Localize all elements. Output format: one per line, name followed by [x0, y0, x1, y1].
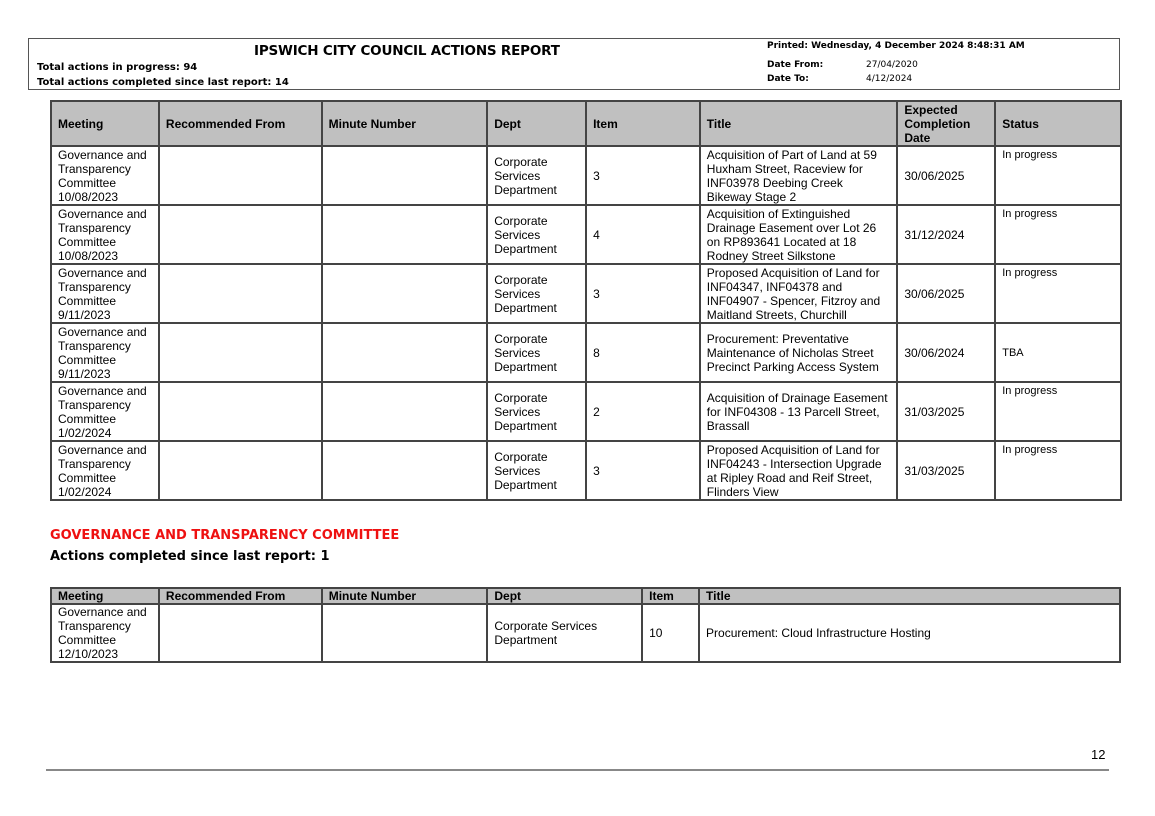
- cell-minute-number: [322, 323, 488, 382]
- page-number: 12: [1091, 747, 1106, 762]
- column-header-title: Title: [700, 101, 898, 146]
- cell-expected-completion: 30/06/2025: [897, 264, 995, 323]
- cell-recommended-from: [159, 604, 322, 662]
- column-header-title: Title: [699, 588, 1120, 604]
- cell-status: In progress: [995, 146, 1121, 205]
- table-header-row: [51, 101, 1121, 146]
- cell-dept: Corporate Services Department: [487, 146, 586, 205]
- column-header-item: Item: [642, 588, 699, 604]
- column-header-meeting: Meeting: [51, 588, 159, 604]
- cell-title: Acquisition of Extinguished Drainage Easement over Lot 26 on RP893641 Located at 18 Rodney Street Silkstone: [700, 205, 898, 264]
- cell-minute-number: [322, 604, 488, 662]
- cell-status: TBA: [995, 323, 1121, 382]
- total-completed: Total actions completed since last report: 14: [37, 77, 289, 88]
- table-row: [51, 264, 1121, 323]
- cell-minute-number: [322, 264, 488, 323]
- cell-item: 3: [586, 441, 700, 500]
- column-header-dept: Dept: [487, 588, 642, 604]
- cell-expected-completion: 31/03/2025: [897, 382, 995, 441]
- cell-item: 10: [642, 604, 699, 662]
- completed-count: Actions completed since last report: 1: [50, 549, 330, 564]
- table-row: [51, 382, 1121, 441]
- table-row: [51, 604, 1120, 662]
- report-title: IPSWICH CITY COUNCIL ACTIONS REPORT: [254, 43, 560, 59]
- committee-section-title: GOVERNANCE AND TRANSPARENCY COMMITTEE: [50, 528, 400, 543]
- cell-dept: Corporate Services Department: [487, 264, 586, 323]
- cell-dept: Corporate Services Department: [487, 441, 586, 500]
- cell-title: Acquisition of Part of Land at 59 Huxham Street, Raceview for INF03978 Deebing Creek Bikeway Stage 2: [700, 146, 898, 205]
- cell-expected-completion: 31/12/2024: [897, 205, 995, 264]
- cell-status: In progress: [995, 264, 1121, 323]
- cell-dept: Corporate Services Department: [487, 205, 586, 264]
- cell-recommended-from: [159, 205, 322, 264]
- cell-recommended-from: [159, 323, 322, 382]
- column-header-recommended-from: Recommended From: [159, 101, 322, 146]
- cell-recommended-from: [159, 382, 322, 441]
- date-from-value: 27/04/2020: [866, 60, 918, 70]
- total-in-progress: Total actions in progress: 94: [37, 62, 198, 73]
- column-header-recommended-from: Recommended From: [159, 588, 322, 604]
- table-row: [51, 205, 1121, 264]
- cell-title: Proposed Acquisition of Land for INF04347, INF04378 and INF04907 - Spencer, Fitzroy and Maitland Streets, Churchill: [700, 264, 898, 323]
- column-header-item: Item: [586, 101, 700, 146]
- cell-meeting: Governance and Transparency Committee 9/11/2023: [51, 264, 159, 323]
- column-header-meeting: Meeting: [51, 101, 159, 146]
- cell-item: 2: [586, 382, 700, 441]
- report-header: [28, 38, 1120, 90]
- table-row: [51, 441, 1121, 500]
- cell-dept: Corporate Services Department: [487, 604, 642, 662]
- completed-table: [50, 587, 1121, 663]
- cell-item: 4: [586, 205, 700, 264]
- date-from-label: Date From:: [767, 60, 824, 70]
- column-header-status: Status: [995, 101, 1121, 146]
- cell-status: In progress: [995, 441, 1121, 500]
- cell-expected-completion: 30/06/2024: [897, 323, 995, 382]
- cell-dept: Corporate Services Department: [487, 323, 586, 382]
- printed-timestamp: Printed: Wednesday, 4 December 2024 8:48:31 AM: [767, 41, 1025, 51]
- cell-expected-completion: 31/03/2025: [897, 441, 995, 500]
- column-header-expected-completion: Expected Completion Date: [897, 101, 995, 146]
- cell-dept: Corporate Services Department: [487, 382, 586, 441]
- in-progress-table: [50, 100, 1122, 501]
- table-header-row: [51, 588, 1120, 604]
- footer-divider: [46, 769, 1109, 771]
- cell-meeting: Governance and Transparency Committee 9/11/2023: [51, 323, 159, 382]
- cell-item: 8: [586, 323, 700, 382]
- cell-meeting: Governance and Transparency Committee 10/08/2023: [51, 205, 159, 264]
- column-header-dept: Dept: [487, 101, 586, 146]
- cell-recommended-from: [159, 146, 322, 205]
- cell-minute-number: [322, 146, 488, 205]
- cell-recommended-from: [159, 441, 322, 500]
- cell-minute-number: [322, 205, 488, 264]
- table-row: [51, 146, 1121, 205]
- cell-title: Proposed Acquisition of Land for INF04243 - Intersection Upgrade at Ripley Road and Reif Street, Flinders View: [700, 441, 898, 500]
- cell-meeting: Governance and Transparency Committee 10/08/2023: [51, 146, 159, 205]
- cell-minute-number: [322, 441, 488, 500]
- cell-title: Acquisition of Drainage Easement for INF04308 - 13 Parcell Street, Brassall: [700, 382, 898, 441]
- cell-expected-completion: 30/06/2025: [897, 146, 995, 205]
- cell-meeting: Governance and Transparency Committee 1/02/2024: [51, 382, 159, 441]
- cell-title: Procurement: Preventative Maintenance of Nicholas Street Precinct Parking Access System: [700, 323, 898, 382]
- cell-meeting: Governance and Transparency Committee 1/02/2024: [51, 441, 159, 500]
- cell-item: 3: [586, 264, 700, 323]
- cell-status: In progress: [995, 382, 1121, 441]
- column-header-minute-number: Minute Number: [322, 101, 488, 146]
- cell-recommended-from: [159, 264, 322, 323]
- cell-meeting: Governance and Transparency Committee 12/10/2023: [51, 604, 159, 662]
- cell-status: In progress: [995, 205, 1121, 264]
- cell-item: 3: [586, 146, 700, 205]
- cell-minute-number: [322, 382, 488, 441]
- date-to-value: 4/12/2024: [866, 74, 913, 84]
- date-to-label: Date To:: [767, 74, 809, 84]
- column-header-minute-number: Minute Number: [322, 588, 488, 604]
- table-row: [51, 323, 1121, 382]
- cell-title: Procurement: Cloud Infrastructure Hosting: [699, 604, 1120, 662]
